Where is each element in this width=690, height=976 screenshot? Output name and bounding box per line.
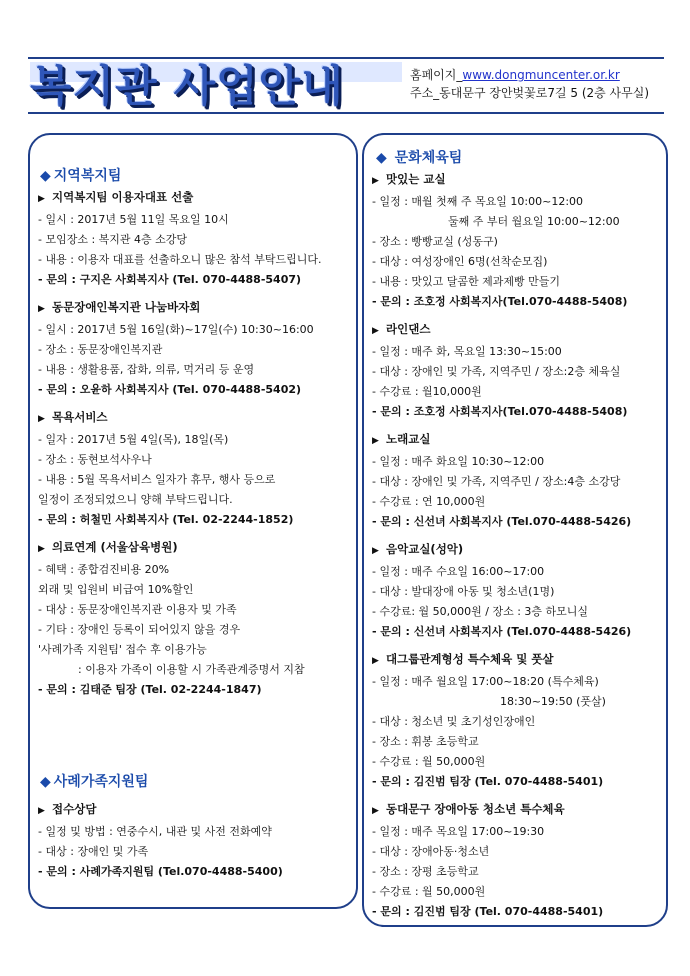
detail-line: - 내용 : 이용자 대표를 선출하오니 많은 참석 부탁드립니다. [38,253,322,266]
detail-line: - 대상 : 장애아동·청소년 [372,845,490,858]
notice-block [30,407,356,530]
contact-line: - 문의 : 김진범 팀장 (Tel. 070-4488-5401) [372,775,604,788]
contact-line: - 문의 : 신선녀 사회복지사 (Tel.070-4488-5426) [372,625,632,638]
detail-line: - 모임장소 : 복지관 4층 소강당 [38,233,188,246]
detail-line: - 대상 : 동문장애인복지관 이용자 및 가족 [38,603,237,616]
section-heading: ▶ 목욕서비스 [30,407,356,430]
section-heading: ▶ 음악교실(성악) [364,539,666,562]
detail-line: - 일정 : 매주 목요일 17:00~19:30 [372,825,545,838]
detail-line: - 장소 : 장평 초등학교 [372,865,479,878]
triangle-icon: ▶ [372,656,379,666]
detail-line: - 일시 : 2017년 5월 11일 목요일 10시 [38,213,229,226]
detail-line: : 이용자 가족이 이용할 시 가족관계증명서 지참 [78,663,305,676]
section-heading: ▶ 맛있는 교실 [364,169,666,192]
detail-line: - 장소 : 휘봉 초등학교 [372,735,479,748]
program-block [364,169,666,312]
triangle-icon: ▶ [372,326,379,336]
community-sections [30,187,356,707]
notice-block [30,799,356,882]
address-text: 주소_동대문구 장안벚꽃로7길 5 (2층 사무실) [410,86,649,100]
program-block [364,799,666,922]
detail-line: - 대상 : 청소년 및 초기성인장애인 [372,715,536,728]
contact-line: - 문의 : 김태준 팀장 (Tel. 02-2244-1847) [38,683,262,696]
detail-line: - 혜택 : 종합검진비용 20% [38,563,170,576]
program-block [364,539,666,642]
triangle-icon: ▶ [372,546,379,556]
program-block [364,429,666,532]
contact-line: - 문의 : 조호정 사회복지사(Tel.070-4488-5408) [372,295,628,308]
detail-line: - 일시 : 2017년 5월 16일(화)~17일(수) 10:30~16:00 [38,323,314,336]
left-panel [28,133,358,909]
section-heading: ▶ 의료연계 (서울삼육병원) [30,537,356,560]
family-sections [30,799,356,889]
right-panel [362,133,668,927]
contact-line: - 문의 : 오윤하 사회복지사 (Tel. 070-4488-5402) [38,383,302,396]
notice-block [30,187,356,290]
section-heading: ▶ 대그룹관계형성 특수체육 및 풋살 [364,649,666,672]
detail-line: - 내용 : 5월 목욕서비스 일자가 휴무, 행사 등으로 [38,473,276,486]
contact-line: - 문의 : 허철민 사회복지사 (Tel. 02-2244-1852) [38,513,294,526]
header-bottom-rule [28,112,664,114]
triangle-icon: ▶ [372,806,379,816]
team-title-culture: ◆ 문화체육팀 [376,150,463,166]
detail-line: - 수강료 : 월 50,000원 [372,755,486,768]
detail-line: - 일정 : 매주 화요일 10:30~12:00 [372,455,545,468]
program-block [364,649,666,792]
triangle-icon: ▶ [38,304,45,314]
triangle-icon: ▶ [38,544,45,554]
detail-line: - 내용 : 맛있고 달콤한 제과제빵 만들기 [372,275,561,288]
detail-line: - 대상 : 장애인 및 가족, 지역주민 / 장소:2층 체육실 [372,365,621,378]
detail-line: - 대상 : 발대장애 아동 및 청소년(1명) [372,585,555,598]
detail-line: - 수강료 : 월10,000원 [372,385,482,398]
section-heading: ▶ 동대문구 장애아동 청소년 특수체육 [364,799,666,822]
contact-line: - 문의 : 조호정 사회복지사(Tel.070-4488-5408) [372,405,628,418]
detail-line: 둘째 주 부터 월요일 10:00~12:00 [448,215,620,228]
diamond-icon: ◆ [376,150,387,166]
section-heading: ▶ 지역복지팀 이용자대표 선출 [30,187,356,210]
detail-line: - 일정 : 매주 월요일 17:00~18:20 (특수체육) [372,675,599,688]
header-info [410,66,649,102]
contact-line: - 문의 : 구지은 사회복지사 (Tel. 070-4488-5407) [38,273,302,286]
triangle-icon: ▶ [38,414,45,424]
section-heading: ▶ 접수상담 [30,799,356,822]
team-title-family: ◆ 사례가족지원팀 [40,774,149,790]
notice-block [30,537,356,700]
detail-line: - 수강료 : 월 50,000원 [372,885,486,898]
culture-sections [364,169,666,929]
triangle-icon: ▶ [38,194,45,204]
detail-line: - 대상 : 장애인 및 가족 [38,845,149,858]
detail-line: - 대상 : 여성장애인 6명(선착순모집) [372,255,548,268]
detail-line: '사례가족 지원팀' 접수 후 이용가능 [38,643,207,656]
detail-line: - 일정 : 매주 화, 목요일 13:30~15:00 [372,345,562,358]
detail-line: - 대상 : 장애인 및 가족, 지역주민 / 장소:4층 소강당 [372,475,621,488]
section-heading: ▶ 라인댄스 [364,319,666,342]
detail-line: - 장소 : 동현보석사우나 [38,453,152,466]
detail-line: 일정이 조정되었으니 양해 부탁드립니다. [38,493,233,506]
program-block [364,319,666,422]
homepage-link[interactable]: www.dongmuncenter.or.kr [462,68,620,82]
detail-line: - 기타 : 장애인 등록이 되어있지 않을 경우 [38,623,241,636]
detail-line: - 일정 및 방법 : 연중수시, 내관 및 사전 전화예약 [38,825,272,838]
detail-line: - 장소 : 동문장애인복지관 [38,343,163,356]
header-top-rule [28,57,664,59]
section-heading: ▶ 동문장애인복지관 나눔바자회 [30,297,356,320]
detail-line: - 일자 : 2017년 5월 4일(목), 18일(목) [38,433,229,446]
detail-line: - 장소 : 빵빵교실 (성동구) [372,235,498,248]
detail-line: - 내용 : 생활용품, 잡화, 의류, 먹거리 등 운영 [38,363,255,376]
section-heading: ▶ 노래교실 [364,429,666,452]
triangle-icon: ▶ [38,806,45,816]
detail-line: 18:30~19:50 (풋살) [500,695,606,708]
detail-line: - 일정 : 매월 첫째 주 목요일 10:00~12:00 [372,195,584,208]
triangle-icon: ▶ [372,176,379,186]
detail-line: 외래 및 입원비 비급여 10%할인 [38,583,194,596]
notice-block [30,297,356,400]
diamond-icon: ◆ [40,168,51,184]
contact-line: - 문의 : 신선녀 사회복지사 (Tel.070-4488-5426) [372,515,632,528]
detail-line: - 수강료: 월 50,000원 / 장소 : 3층 하모니실 [372,605,589,618]
contact-line: - 문의 : 사례가족지원팀 (Tel.070-4488-5400) [38,865,283,878]
detail-line: - 수강료 : 연 10,000원 [372,495,486,508]
triangle-icon: ▶ [372,436,379,446]
detail-line: - 일정 : 매주 수요일 16:00~17:00 [372,565,545,578]
page-title: 복지관 사업안내 [30,62,402,112]
homepage-label: 홈페이지_ [410,68,463,82]
contact-line: - 문의 : 김진범 팀장 (Tel. 070-4488-5401) [372,905,604,918]
diamond-icon: ◆ [40,774,51,790]
team-title-community: ◆ 지역복지팀 [40,168,122,184]
